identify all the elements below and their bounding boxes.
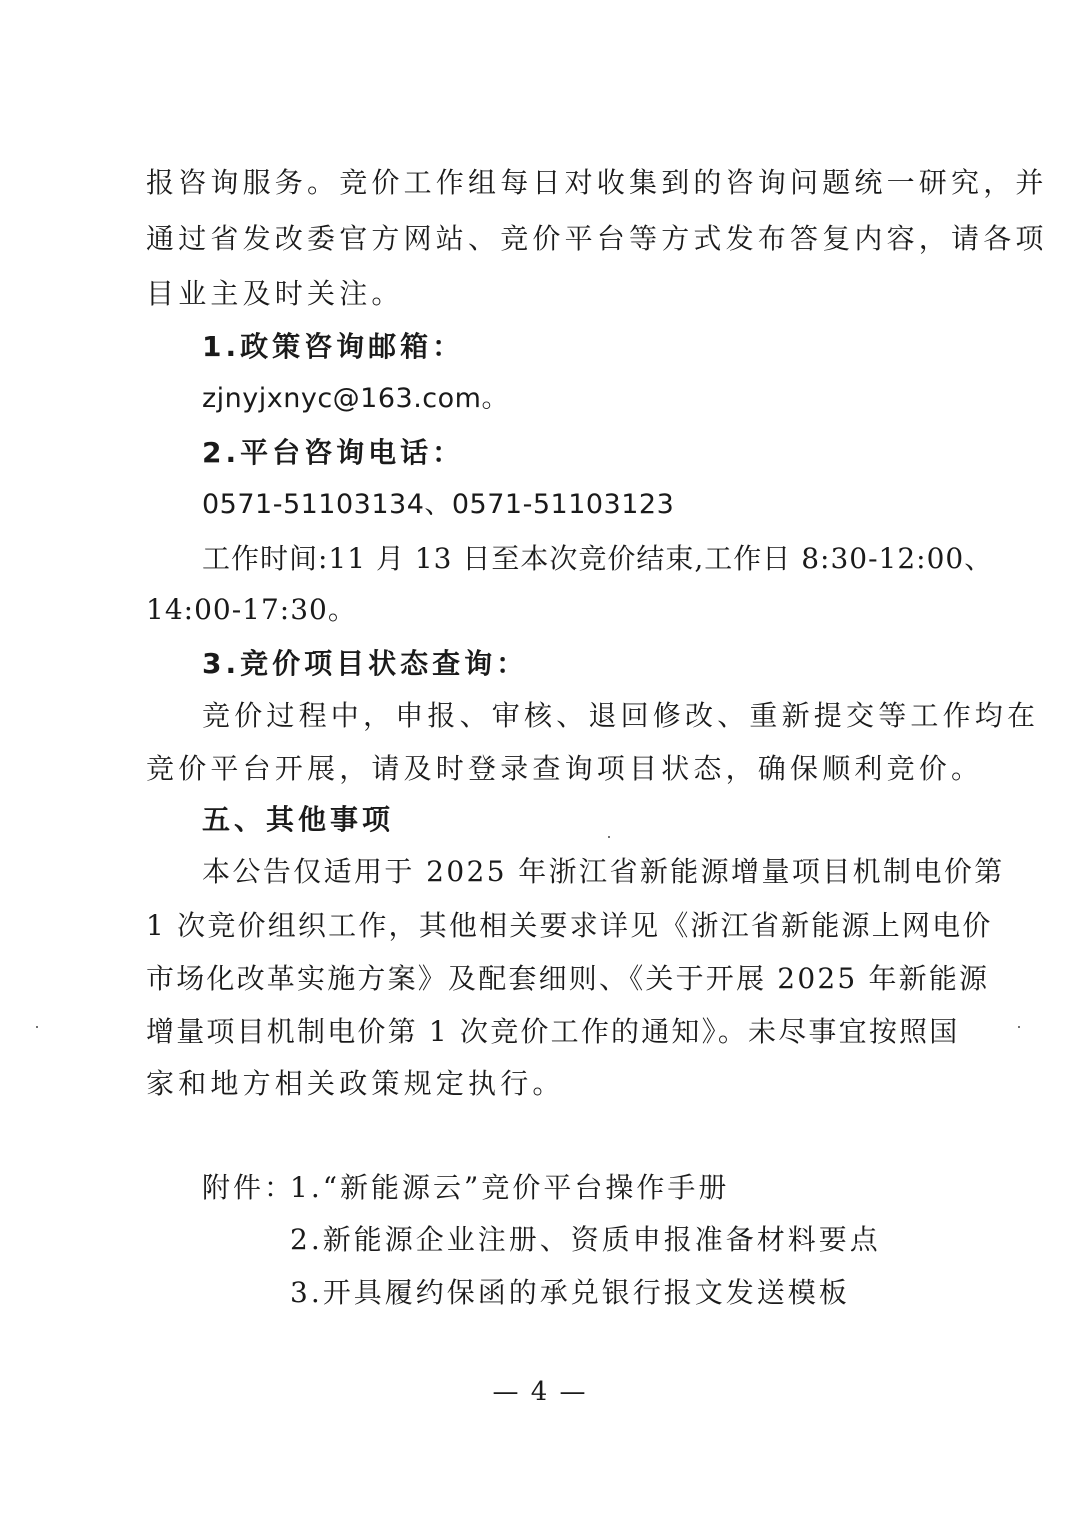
status-line-2: 竞价平台开展，请及时登录查询项目状态，确保顺利竞价。 (146, 752, 984, 785)
intro-line-1: 报咨询服务。竞价工作组每日对收集到的咨询问题统一研究，并 (146, 166, 1048, 199)
attachments-label: 附件： (202, 1171, 296, 1204)
status-heading: 3.竞价项目状态查询： (202, 647, 529, 680)
intro-line-3: 目业主及时关注。 (146, 277, 404, 310)
intro-line-2: 通过省发改委官方网站、竞价平台等方式发布答复内容，请各项 (146, 222, 1048, 255)
other-matters-heading: 五、其他事项 (202, 803, 395, 836)
scan-speck (1018, 1026, 1020, 1028)
other-line-4: 增量项目机制电价第 1 次竞价工作的通知》。未尽事宜按照国 (146, 1015, 960, 1048)
page-number: — 4 — (492, 1377, 588, 1407)
phone-numbers: 0571-51103134、0571-51103123 (202, 489, 675, 520)
other-line-5: 家和地方相关政策规定执行。 (146, 1067, 565, 1100)
attachment-item-2: 2.新能源企业注册、资质申报准备材料要点 (290, 1223, 881, 1256)
other-line-3: 市场化改革实施方案》及配套细则、《关于开展 2025 年新能源 (146, 962, 990, 995)
attachment-item-1: 1.“新能源云”竞价平台操作手册 (290, 1171, 730, 1204)
other-line-1: 本公告仅适用于 2025 年浙江省新能源增量项目机制电价第 (202, 855, 1005, 888)
status-line-1: 竞价过程中，申报、审核、退回修改、重新提交等工作均在 (202, 699, 1040, 732)
email-address: zjnyjxnyc@163.com。 (202, 383, 509, 414)
other-line-2: 1 次竞价组织工作，其他相关要求详见《浙江省新能源上网电价 (146, 909, 993, 942)
scan-speck (608, 836, 610, 838)
work-hours-line-1: 工作时间:11 月 13 日至本次竞价结束,工作日 8:30-12:00、 (202, 542, 994, 575)
phone-heading: 2.平台咨询电话： (202, 436, 465, 469)
scan-speck (36, 1026, 38, 1028)
attachment-item-3: 3.开具履约保函的承兑银行报文发送模板 (290, 1276, 850, 1309)
email-heading: 1.政策咨询邮箱： (202, 330, 465, 363)
work-hours-line-2: 14:00-17:30。 (146, 593, 357, 626)
